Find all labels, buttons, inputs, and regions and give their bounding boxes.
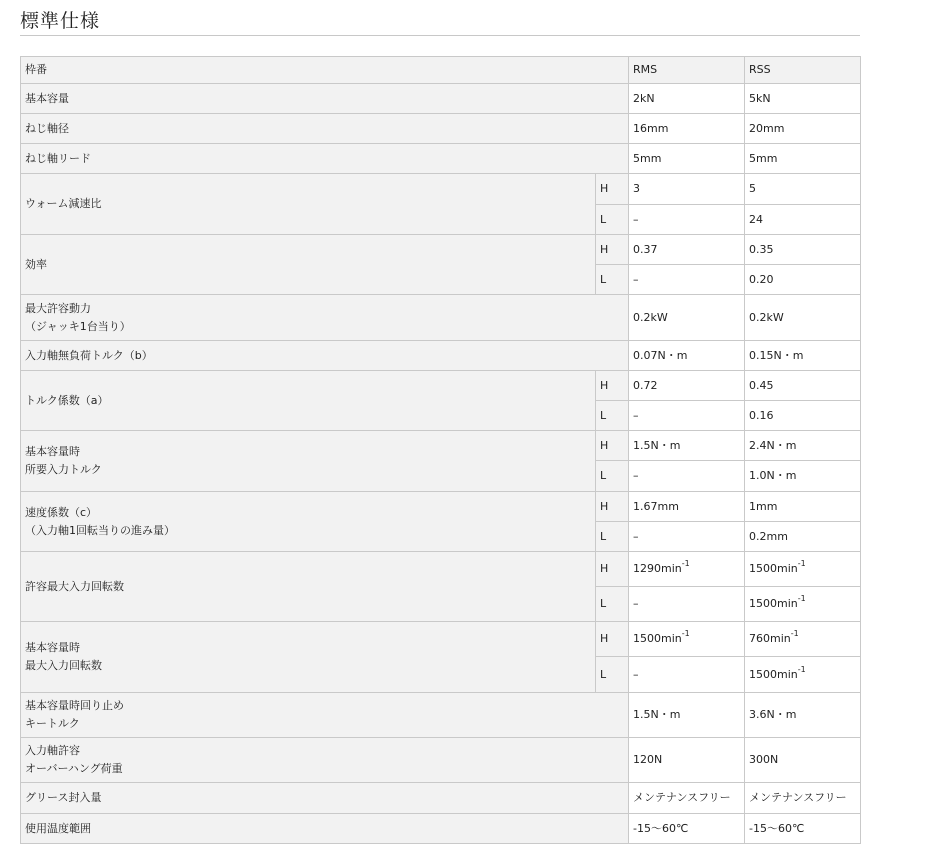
row-label-line2: オーバーハング荷重 bbox=[25, 762, 123, 775]
cell-rms: 0.72 bbox=[629, 371, 745, 401]
cell-rss: -15〜60℃ bbox=[745, 814, 861, 844]
cell-rss: メンテナンスフリー bbox=[745, 783, 861, 814]
cell-rms: – bbox=[629, 587, 745, 622]
row-label-line2: （ジャッキ1台当り） bbox=[25, 319, 131, 333]
cell-rms: – bbox=[629, 657, 745, 693]
cell-value: 1500 bbox=[749, 667, 777, 681]
cell-rss: 0.15N・m bbox=[745, 341, 861, 371]
table-row bbox=[21, 492, 861, 522]
cell-rss: 0.16 bbox=[745, 401, 861, 431]
row-label bbox=[21, 738, 629, 783]
header-label: 枠番 bbox=[21, 57, 629, 84]
cell-rss: 0.2kW bbox=[745, 295, 861, 341]
cell-rss: 300N bbox=[745, 738, 861, 783]
cell-rms: 0.2kW bbox=[629, 295, 745, 341]
unit-exponent: -1 bbox=[681, 559, 690, 568]
row-label: 使用温度範囲 bbox=[21, 814, 629, 844]
cell-rss bbox=[745, 587, 861, 622]
unit: min bbox=[777, 562, 798, 575]
cell-rss: 0.2mm bbox=[745, 522, 861, 552]
cell-rms: 120N bbox=[629, 738, 745, 783]
row-label bbox=[21, 622, 596, 693]
row-label: 効率 bbox=[21, 235, 596, 295]
sub-label-h: H bbox=[596, 622, 629, 657]
row-label-line1: 最大許容動力 bbox=[25, 301, 91, 315]
cell-rms bbox=[629, 622, 745, 657]
table-row bbox=[21, 295, 861, 341]
row-label: 基本容量 bbox=[21, 84, 629, 114]
unit: min bbox=[661, 632, 682, 645]
cell-rms: 2kN bbox=[629, 84, 745, 114]
unit-exponent: -1 bbox=[797, 594, 806, 603]
cell-rms: – bbox=[629, 205, 745, 235]
row-label-line2: キートルク bbox=[25, 717, 80, 730]
cell-rss bbox=[745, 657, 861, 693]
row-label: グリース封入量 bbox=[21, 783, 629, 814]
row-label-line1: 基本容量時回り止め bbox=[25, 699, 124, 712]
cell-rms: 3 bbox=[629, 174, 745, 205]
cell-rss: 3.6N・m bbox=[745, 693, 861, 738]
sub-label-l: L bbox=[596, 522, 629, 552]
cell-rss: 5 bbox=[745, 174, 861, 205]
cell-value: 760 bbox=[749, 632, 770, 645]
cell-value: 1500 bbox=[633, 632, 661, 645]
row-label: トルク係数（a） bbox=[21, 371, 596, 431]
table-row bbox=[21, 371, 861, 401]
table-row bbox=[21, 174, 861, 205]
cell-rms: 0.07N・m bbox=[629, 341, 745, 371]
row-label-line1: 入力軸許容 bbox=[25, 744, 80, 757]
cell-rms: 1.5N・m bbox=[629, 431, 745, 461]
cell-rss: 1mm bbox=[745, 492, 861, 522]
cell-value: 1290 bbox=[633, 562, 661, 575]
unit: min bbox=[770, 632, 791, 645]
sub-label-h: H bbox=[596, 552, 629, 587]
cell-rms: 5mm bbox=[629, 144, 745, 174]
sub-label-h: H bbox=[596, 235, 629, 265]
sub-label-h: H bbox=[596, 371, 629, 401]
header-rms: RMS bbox=[629, 57, 745, 84]
unit-exponent: -1 bbox=[797, 664, 806, 674]
cell-rms: -15〜60℃ bbox=[629, 814, 745, 844]
row-label-line2: 最大入力回転数 bbox=[25, 659, 102, 672]
cell-rss: 2.4N・m bbox=[745, 431, 861, 461]
sub-label-l: L bbox=[596, 461, 629, 492]
page-title: 標準仕様 bbox=[20, 10, 101, 32]
sub-label-l: L bbox=[596, 587, 629, 622]
unit-exponent: -1 bbox=[797, 559, 806, 568]
row-label: ねじ軸径 bbox=[21, 114, 629, 144]
row-label-line1: 基本容量時 bbox=[25, 641, 80, 654]
unit-exponent: -1 bbox=[790, 629, 799, 638]
row-label: ねじ軸リード bbox=[21, 144, 629, 174]
cell-rss: 0.35 bbox=[745, 235, 861, 265]
cell-rms: 1.5N・m bbox=[629, 693, 745, 738]
row-label: ウォーム減速比 bbox=[21, 174, 596, 235]
row-label-line2: （入力軸1回転当りの進み量） bbox=[25, 523, 175, 537]
row-label-line1: 基本容量時 bbox=[25, 445, 80, 458]
cell-rms: – bbox=[629, 522, 745, 552]
sub-label-l: L bbox=[596, 657, 629, 693]
table-row bbox=[21, 84, 861, 114]
cell-rss: 0.20 bbox=[745, 265, 861, 295]
row-label: 入力軸無負荷トルク（b） bbox=[21, 341, 629, 371]
row-label-line2: 所要入力トルク bbox=[25, 463, 102, 476]
row-label bbox=[21, 693, 629, 738]
table-header-row bbox=[21, 57, 861, 84]
cell-rms: 0.37 bbox=[629, 235, 745, 265]
cell-rms: – bbox=[629, 461, 745, 492]
unit: min bbox=[661, 562, 682, 575]
table-row bbox=[21, 144, 861, 174]
table-row bbox=[21, 622, 861, 657]
table-row bbox=[21, 431, 861, 461]
cell-rms bbox=[629, 552, 745, 587]
cell-rms: 1.67mm bbox=[629, 492, 745, 522]
sub-label-l: L bbox=[596, 265, 629, 295]
cell-rms: – bbox=[629, 265, 745, 295]
row-label: 許容最大入力回転数 bbox=[21, 552, 596, 622]
row-label bbox=[21, 431, 596, 492]
cell-rss: 5kN bbox=[745, 84, 861, 114]
cell-rss: 24 bbox=[745, 205, 861, 235]
table-row bbox=[21, 783, 861, 814]
row-label-line1: 速度係数（c） bbox=[25, 505, 98, 519]
cell-rss bbox=[745, 622, 861, 657]
cell-rss: 0.45 bbox=[745, 371, 861, 401]
cell-value: 1500 bbox=[749, 597, 777, 610]
sub-label-l: L bbox=[596, 401, 629, 431]
cell-rms: 16mm bbox=[629, 114, 745, 144]
table-row bbox=[21, 235, 861, 265]
header-rss: RSS bbox=[745, 57, 861, 84]
cell-rss: 1.0N・m bbox=[745, 461, 861, 492]
table-row bbox=[21, 814, 861, 844]
cell-rms: – bbox=[629, 401, 745, 431]
sub-label-h: H bbox=[596, 174, 629, 205]
cell-rss: 5mm bbox=[745, 144, 861, 174]
sub-label-h: H bbox=[596, 492, 629, 522]
sub-label-h: H bbox=[596, 431, 629, 461]
cell-rss bbox=[745, 552, 861, 587]
unit: min bbox=[777, 667, 798, 681]
spec-table bbox=[20, 56, 861, 844]
table-row bbox=[21, 738, 861, 783]
cell-rss: 20mm bbox=[745, 114, 861, 144]
cell-value: 1500 bbox=[749, 562, 777, 575]
title-divider bbox=[20, 35, 860, 36]
cell-rms: メンテナンスフリー bbox=[629, 783, 745, 814]
table-row bbox=[21, 114, 861, 144]
row-label bbox=[21, 492, 596, 552]
row-label bbox=[21, 295, 629, 341]
table-row bbox=[21, 552, 861, 587]
table-row bbox=[21, 693, 861, 738]
unit: min bbox=[777, 597, 798, 610]
table-row bbox=[21, 341, 861, 371]
unit-exponent: -1 bbox=[681, 629, 690, 638]
sub-label-l: L bbox=[596, 205, 629, 235]
